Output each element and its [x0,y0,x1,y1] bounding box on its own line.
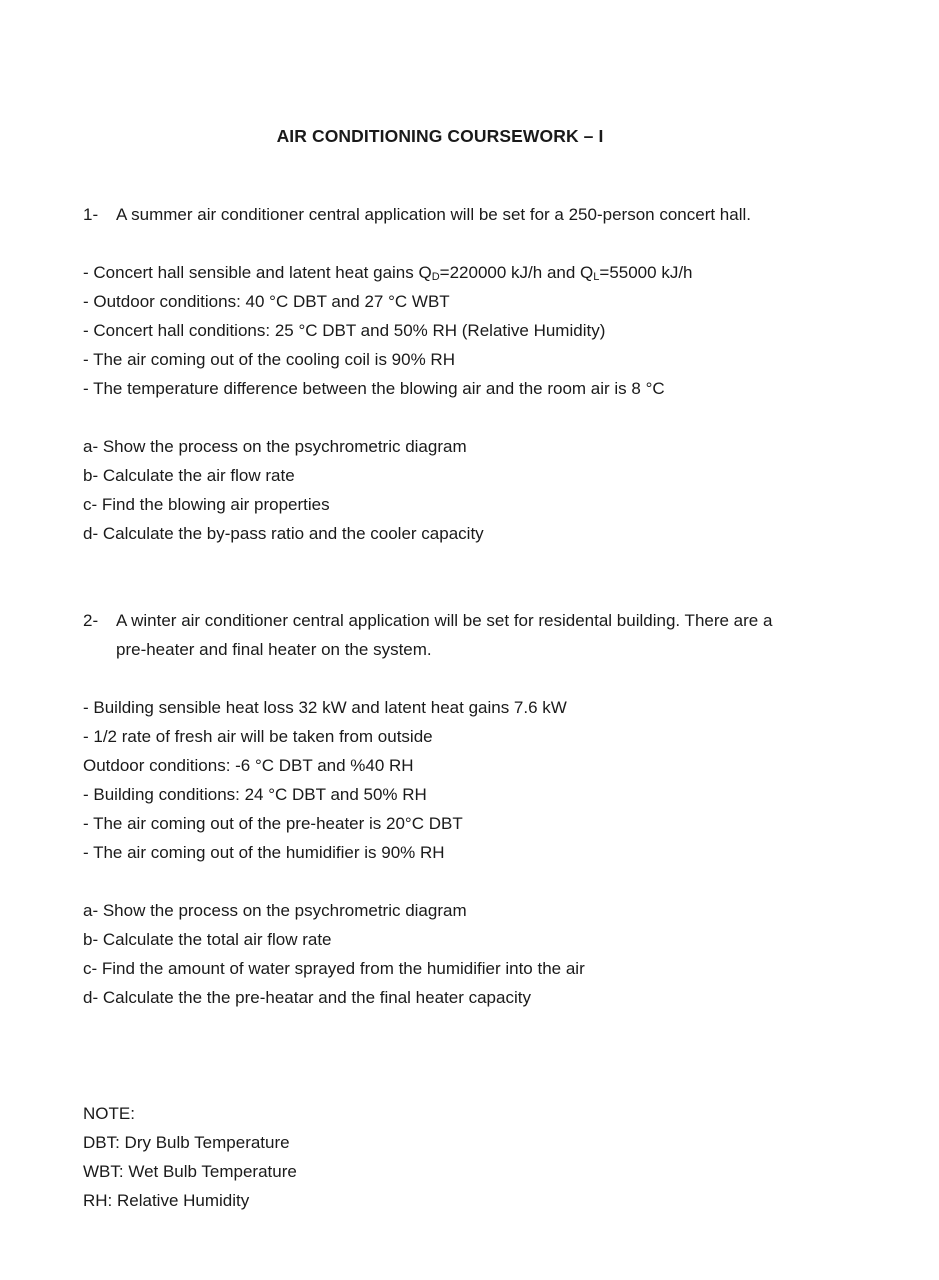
q1-given-item: - The temperature difference between the blowing air and the room air is 8 °C [83,379,665,398]
note-item: WBT: Wet Bulb Temperature [83,1162,297,1181]
q1-intro [83,204,751,226]
q2-given-item: - 1/2 rate of fresh air will be taken from outside [83,727,433,746]
q2-task-item: d- Calculate the the pre-heatar and the final heater capacity [83,988,531,1007]
q2-intro-text: A winter air conditioner central application will be set for residental building. There are a [116,611,773,630]
q2-given-item: - The air coming out of the pre-heater is 20°C DBT [83,814,463,833]
note-heading: NOTE: [83,1104,135,1123]
q2-intro [83,610,772,632]
q1-heat-gains-sub-l: L [593,271,600,283]
q1-heat-gains-mid: =220000 kJ/h and Q [439,263,594,282]
note-item: DBT: Dry Bulb Temperature [83,1133,290,1152]
q2-intro-continued: pre-heater and final heater on the system. [116,640,432,659]
note-item: RH: Relative Humidity [83,1191,250,1210]
q1-heat-gains-suffix: =55000 kJ/h [599,263,693,282]
q1-number: 1- [83,205,99,224]
q1-heat-gains-sub-d: D [431,271,440,283]
q1-task-item: a- Show the process on the psychrometric diagram [83,437,467,456]
q2-number: 2- [83,611,99,630]
q2-task-item: b- Calculate the total air flow rate [83,930,332,949]
q1-heat-gains-prefix: - Concert hall sensible and latent heat gains Q [83,263,432,282]
q1-given-item: - Outdoor conditions: 40 °C DBT and 27 °C WBT [83,292,450,311]
q2-given-item: - The air coming out of the humidifier is 90% RH [83,843,445,862]
q1-task-item: d- Calculate the by-pass ratio and the cooler capacity [83,524,484,543]
q1-task-item: c- Find the blowing air properties [83,495,330,514]
q1-given-item: - The air coming out of the cooling coil is 90% RH [83,350,455,369]
q1-intro-text: A summer air conditioner central application will be set for a 250-person concert hall. [116,205,751,224]
q1-task-item: b- Calculate the air flow rate [83,466,295,485]
q1-given-item: - Concert hall conditions: 25 °C DBT and 50% RH (Relative Humidity) [83,321,606,340]
document-title: AIR CONDITIONING COURSEWORK – I [276,126,604,146]
q1-given-heat-gains [83,262,693,288]
q2-task-item: a- Show the process on the psychrometric diagram [83,901,467,920]
q2-given-item: Outdoor conditions: -6 °C DBT and %40 RH [83,756,414,775]
q2-given-item: - Building sensible heat loss 32 kW and latent heat gains 7.6 kW [83,698,567,717]
q2-task-item: c- Find the amount of water sprayed from the humidifier into the air [83,959,585,978]
q2-given-item: - Building conditions: 24 °C DBT and 50% RH [83,785,427,804]
